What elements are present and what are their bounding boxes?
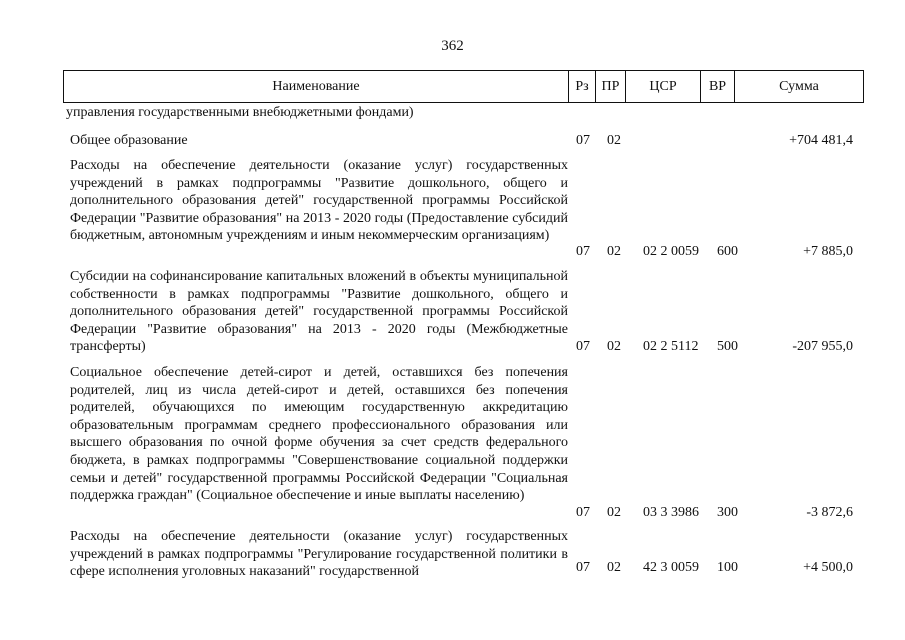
row-pr: 02 [607,339,621,354]
row-name: Расходы на обеспечение деятельности (оказание услуг) государственных учреждений в рамках подпрограммы "Развитие дошкольного, общего и дополнительного образования детей" государственной программы Российской Федерации "Развитие образования" на 2013 - 2020 годы (Предоставление субсидий бюджетным, автономным учреждениям и иным некоммерческим организациям) [70,158,568,244]
row-pr: 02 [607,560,621,575]
header-pr: ПР [596,71,626,102]
header-csr: ЦСР [626,71,701,102]
row-csr: 02 2 5112 [643,339,699,354]
header-vr: ВР [701,71,735,102]
row-rz: 07 [576,560,590,575]
row-pr: 02 [607,133,621,148]
header-sum: Сумма [779,78,819,94]
row-name: Социальное обеспечение детей-сирот и детей, оставшихся без попечения родителей, лиц из числа детей-сирот и детей, оставшихся без попечения родителей, обучающихся по имеющим государственную аккредитацию образовательным программам среднего профессионального образования или высшего образования по очной форме обучения за счет средств федерального бюджета, в рамках подпрограммы "Совершенствование социальной поддержки семьи и детей" государственной программы Российской Федерации "Социальная поддержка граждан" (Социальное обеспечение и иные выплаты населению) [70,365,568,504]
header-name: Наименование [64,71,569,102]
row-rz: 07 [576,244,590,259]
row-rz: 07 [576,339,590,354]
header-rz: Рз [569,71,596,102]
row-rz: 07 [576,133,590,148]
row-csr: 03 3 3986 [643,505,699,520]
row-vr: 300 [717,505,738,520]
table-header [63,70,864,103]
row-vr: 100 [717,560,738,575]
row-csr: 42 3 0059 [643,560,699,575]
row-sum: +4 500,0 [803,560,853,575]
row-pr: 02 [607,505,621,520]
row-vr: 500 [717,339,738,354]
row-sum: -3 872,6 [806,505,853,520]
continuation-text: управления государственными внебюджетными фондами) [66,105,414,120]
row-vr: 600 [717,244,738,259]
row-name: Субсидии на софинансирование капитальных вложений в объекты муниципальной собственности в рамках подпрограммы "Развитие дошкольного, общего и дополнительного образования детей" государственной программы Российской Федерации "Развитие образования" на 2013 - 2020 годы (Межбюджетные трансферты) [70,269,568,355]
row-name: Расходы на обеспечение деятельности (оказание услуг) государственных учреждений в рамках подпрограммы "Регулирование государственной политики в сфере исполнения уголовных наказаний" государственной [70,529,568,580]
row-sum: -207 955,0 [792,339,853,354]
row-sum: +7 885,0 [803,244,853,259]
row-csr: 02 2 0059 [643,244,699,259]
row-rz: 07 [576,505,590,520]
row-sum: +704 481,4 [789,133,853,148]
row-pr: 02 [607,244,621,259]
row-name: Общее образование [70,133,188,148]
page-number: 362 [441,38,464,54]
